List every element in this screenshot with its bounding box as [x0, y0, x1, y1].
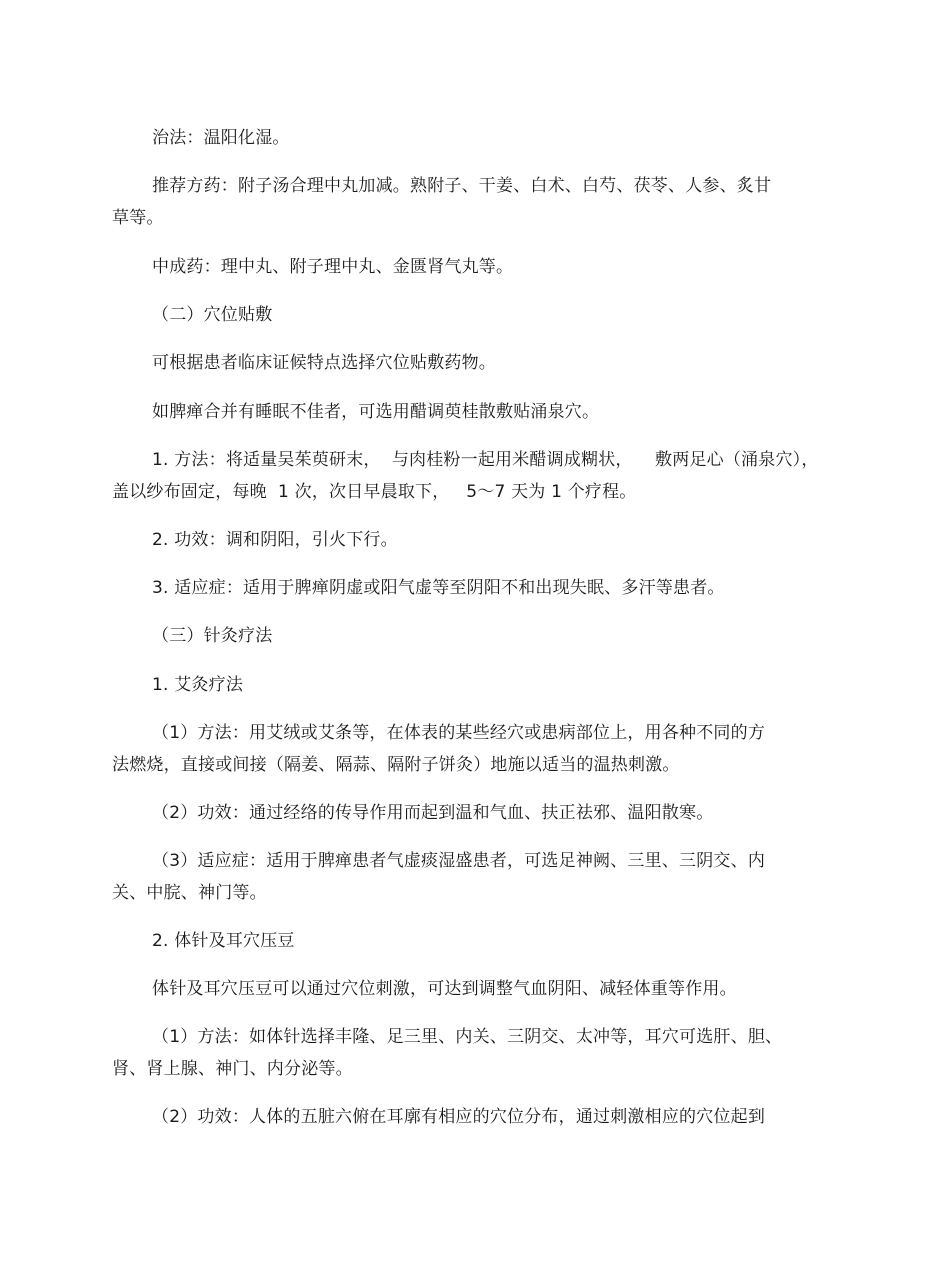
paragraph-acupoint-stimulation: 体针及耳穴压豆可以通过穴位刺激，可达到调整气血阴阳、减轻体重等作用。: [152, 979, 737, 999]
indication-item: 3. 适应症：适用于脾瘅阴虚或阳气虚等至阴阳不和出现失眠、多汗等患者。: [152, 578, 725, 598]
section-heading-acupuncture: （三）针灸疗法: [152, 626, 273, 646]
moxibustion-method-line2: 法燃烧，直接或间接（隔姜、隔蒜、隔附子饼灸）地施以适当的温热刺激。: [112, 755, 680, 775]
treatment-principle: 治法：温阳化湿。: [152, 128, 290, 148]
moxibustion-indication-line2: 关、中脘、神门等。: [112, 883, 267, 903]
moxibustion-indication-line1: （3）适应症：适用于脾瘅患者气虚痰湿盛患者，可选足神阙、三里、三阴交、内: [152, 851, 766, 871]
efficacy-item: 2. 功效：调和阴阳，引火下行。: [152, 530, 398, 550]
recommended-prescription-line2: 草等。: [112, 208, 164, 228]
paragraph-acupoint-selection: 可根据患者临床证候特点选择穴位贴敷药物。: [152, 353, 496, 373]
acupressure-efficacy: （2）功效：人体的五脏六俯在耳廓有相应的穴位分布，通过刺激相应的穴位起到: [152, 1107, 766, 1127]
method-line1: 1. 方法：将适量吴茱萸研末， 与肉桂粉一起用米醋调成糊状， 敷两足心（涌泉穴），: [152, 450, 819, 470]
patent-medicine: 中成药：理中丸、附子理中丸、金匮肾气丸等。: [152, 257, 514, 277]
paragraph-insomnia-application: 如脾瘅合并有睡眠不佳者，可选用醋调萸桂散敷贴涌泉穴。: [152, 402, 600, 422]
acupressure-method-line1: （1）方法：如体针选择丰隆、足三里、内关、三阴交、太冲等，耳穴可选肝、胆、: [152, 1027, 783, 1047]
subheading-moxibustion: 1. 艾灸疗法: [152, 675, 244, 695]
subheading-body-and-ear-acupressure: 2. 体针及耳穴压豆: [152, 931, 295, 951]
moxibustion-efficacy: （2）功效：通过经络的传导作用而起到温和气血、扶正祛邪、温阳散寒。: [152, 803, 714, 823]
section-heading-acupoint-application: （二）穴位贴敷: [152, 305, 273, 325]
moxibustion-method-line1: （1）方法：用艾绒或艾条等，在体表的某些经穴或患病部位上，用各种不同的方: [152, 723, 766, 743]
method-line2: 盖以纱布固定，每晚 1 次，次日早晨取下， 5～7 天为 1 个疗程。: [112, 482, 637, 502]
recommended-prescription-line1: 推荐方药：附子汤合理中丸加减。熟附子、干姜、白术、白芍、茯苓、人参、炙甘: [152, 176, 772, 196]
acupressure-method-line2: 肾、肾上腺、神门、内分泌等。: [112, 1059, 353, 1079]
